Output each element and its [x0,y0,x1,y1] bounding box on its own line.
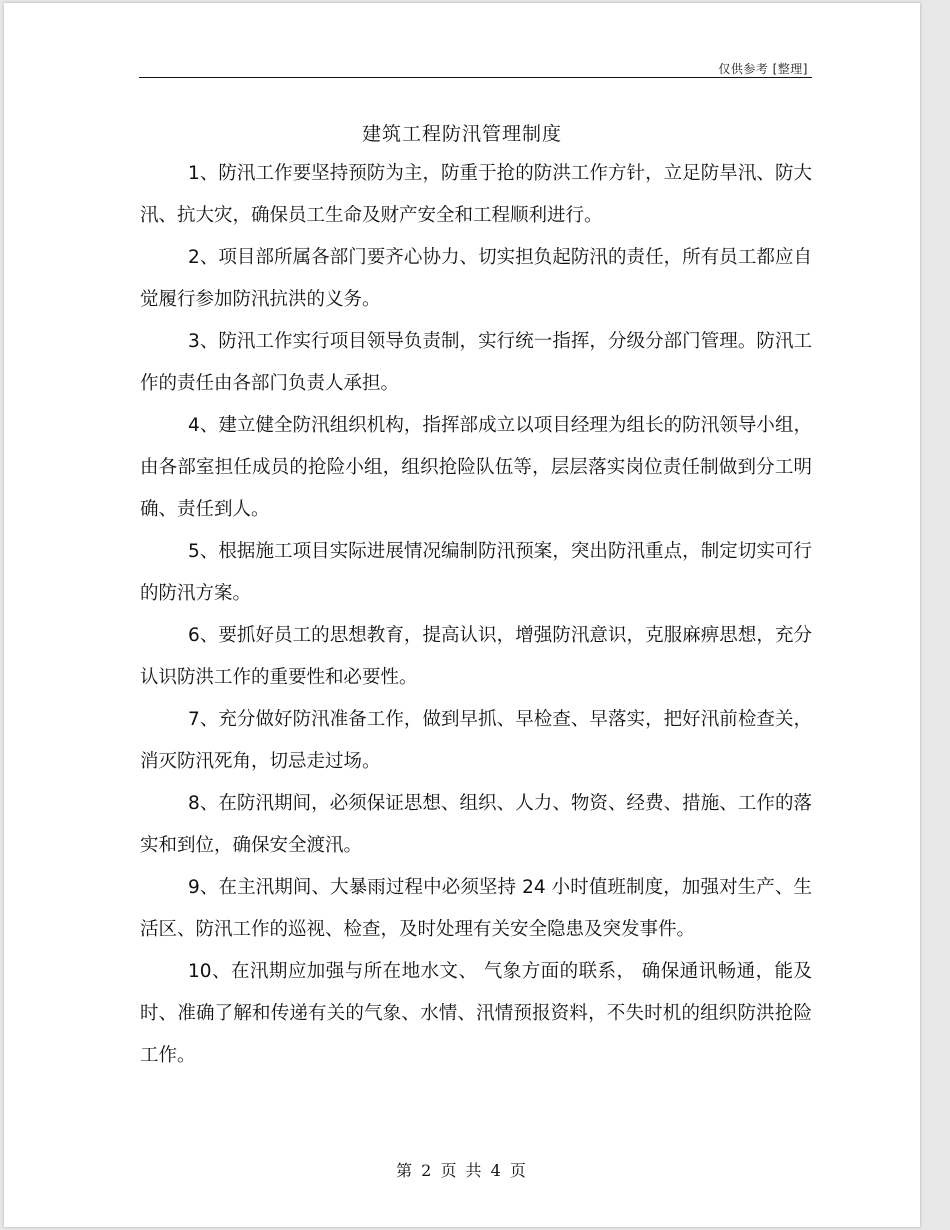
page-number-footer: 第 2 页 共 4 页 [396,1161,528,1180]
document-title: 建筑工程防汛管理制度 [361,123,562,145]
clause-paragraph: 7、充分做好防汛准备工作，做到早抓、早检查、早落实，把好汛前检查关，消灭防汛死角，切忌走过场。 [140,709,812,772]
header-divider [139,77,812,78]
clause-paragraph: 3、防汛工作实行项目领导负责制，实行统一指挥，分级分部门管理。防汛工作的责任由各部门负责人承担。 [140,331,812,394]
clause-paragraph: 9、在主汛期间、大暴雨过程中必须坚持 24 小时值班制度，加强对生产、生活区、防汛工作的巡视、检查，及时处理有关安全隐患及突发事件。 [140,877,812,940]
clause-paragraph: 5、根据施工项目实际进展情况编制防汛预案，突出防汛重点，制定切实可行的防汛方案。 [140,541,812,604]
page-header-note: 仅供参考 [整理] [718,62,808,76]
clause-paragraph: 10、在汛期应加强与所在地水文、 气象方面的联系， 确保通讯畅通，能及时、准确了解和传递有关的气象、水情、汛情预报资料，不失时机的组织防洪抢险工作。 [140,961,812,1066]
clause-paragraph: 1、防汛工作要坚持预防为主，防重于抢的防洪工作方针，立足防旱汛、防大汛、抗大灾，确保员工生命及财产安全和工程顺利进行。 [140,163,812,226]
document-page [4,3,920,1227]
document-body [140,153,812,1077]
clause-paragraph: 6、要抓好员工的思想教育，提高认识，增强防汛意识，克服麻痹思想，充分认识防洪工作的重要性和必要性。 [140,625,812,688]
clause-paragraph: 4、建立健全防汛组织机构，指挥部成立以项目经理为组长的防汛领导小组，由各部室担任成员的抢险小组，组织抢险队伍等，层层落实岗位责任制做到分工明确、责任到人。 [140,415,812,520]
clause-paragraph: 2、项目部所属各部门要齐心协力、切实担负起防汛的责任，所有员工都应自觉履行参加防汛抗洪的义务。 [140,247,812,310]
clause-paragraph: 8、在防汛期间，必须保证思想、组织、人力、物资、经费、措施、工作的落实和到位，确保安全渡汛。 [140,793,812,856]
